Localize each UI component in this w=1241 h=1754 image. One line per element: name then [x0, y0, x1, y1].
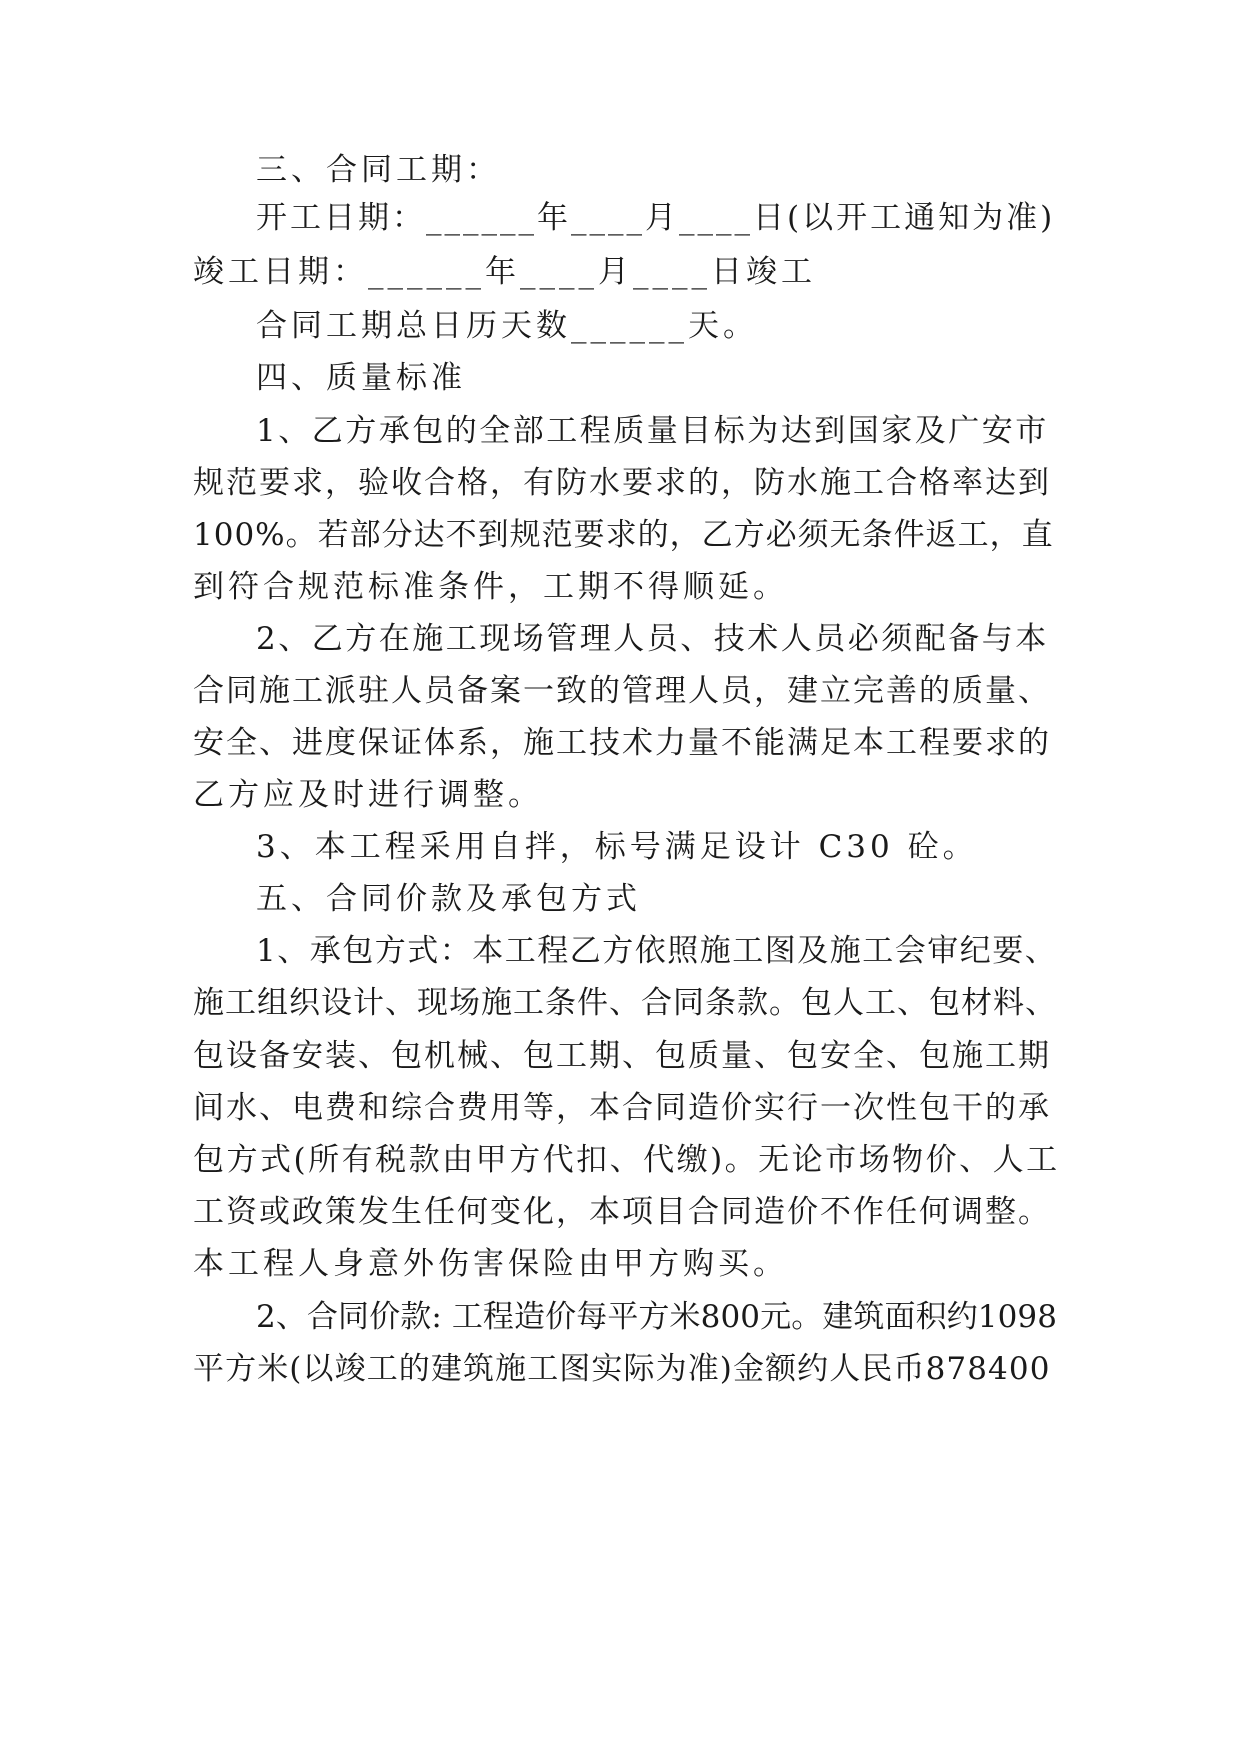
- quality-clause-2-line-3: 安全、进度保证体系，施工技术力量不能满足本工程要求的: [193, 725, 1051, 761]
- quality-clause-1-line-4: 到符合规范标准条件，工期不得顺延。: [193, 569, 788, 605]
- price-clause-1-line-5: 包方式(所有税款由甲方代扣、代缴)。无论市场物价、人工: [193, 1142, 1060, 1178]
- total-days-line: 合同工期总日历天数______天。: [256, 308, 758, 344]
- price-clause-1-line-6: 工资或政策发生任何变化，本项目合同造价不作任何调整。: [193, 1194, 1051, 1230]
- price-clause-1-line-3: 包设备安装、包机械、包工期、包质量、包安全、包施工期: [193, 1038, 1051, 1074]
- quality-clause-2-line-1: 2、乙方在施工现场管理人员、技术人员必须配备与本: [256, 621, 1049, 657]
- section-heading-contract-period: 三、合同工期：: [256, 152, 501, 188]
- quality-clause-1-line-2: 规范要求，验收合格，有防水要求的，防水施工合格率达到: [193, 465, 1051, 501]
- price-clause-2-line-2: 平方米(以竣工的建筑施工图实际为准)金额约人民币878400: [193, 1351, 1051, 1387]
- start-date-line: 开工日期：______年____月____日(以开工通知为准): [256, 200, 1056, 236]
- completion-date-line: 竣工日期：______年____月____日竣工: [193, 254, 816, 290]
- price-clause-1-line-1: 1、承包方式：本工程乙方依照施工图及施工会审纪要、: [256, 933, 1058, 969]
- price-clause-1-line-4: 间水、电费和综合费用等，本合同造价实行一次性包干的承: [193, 1090, 1051, 1126]
- quality-clause-3: 3、本工程采用自拌，标号满足设计 C30 砼。: [256, 829, 978, 865]
- price-clause-1-line-7: 本工程人身意外伤害保险由甲方购买。: [193, 1246, 788, 1282]
- section-heading-quality: 四、质量标准: [256, 360, 466, 396]
- price-clause-2-line-1: 2、合同价款: 工程造价每平方米800元。建筑面积约1098: [256, 1299, 1058, 1335]
- quality-clause-1-line-3: 100%。若部分达不到规范要求的，乙方必须无条件返工，直: [193, 517, 1054, 553]
- price-clause-1-line-2: 施工组织设计、现场施工条件、合同条款。包人工、包材料、: [193, 985, 1057, 1021]
- section-heading-price-method: 五、合同价款及承包方式: [256, 881, 641, 917]
- quality-clause-2-line-2: 合同施工派驻人员备案一致的管理人员，建立完善的质量、: [193, 673, 1051, 709]
- quality-clause-2-line-4: 乙方应及时进行调整。: [193, 777, 543, 813]
- quality-clause-1-line-1: 1、乙方承包的全部工程质量目标为达到国家及广安市: [256, 413, 1049, 449]
